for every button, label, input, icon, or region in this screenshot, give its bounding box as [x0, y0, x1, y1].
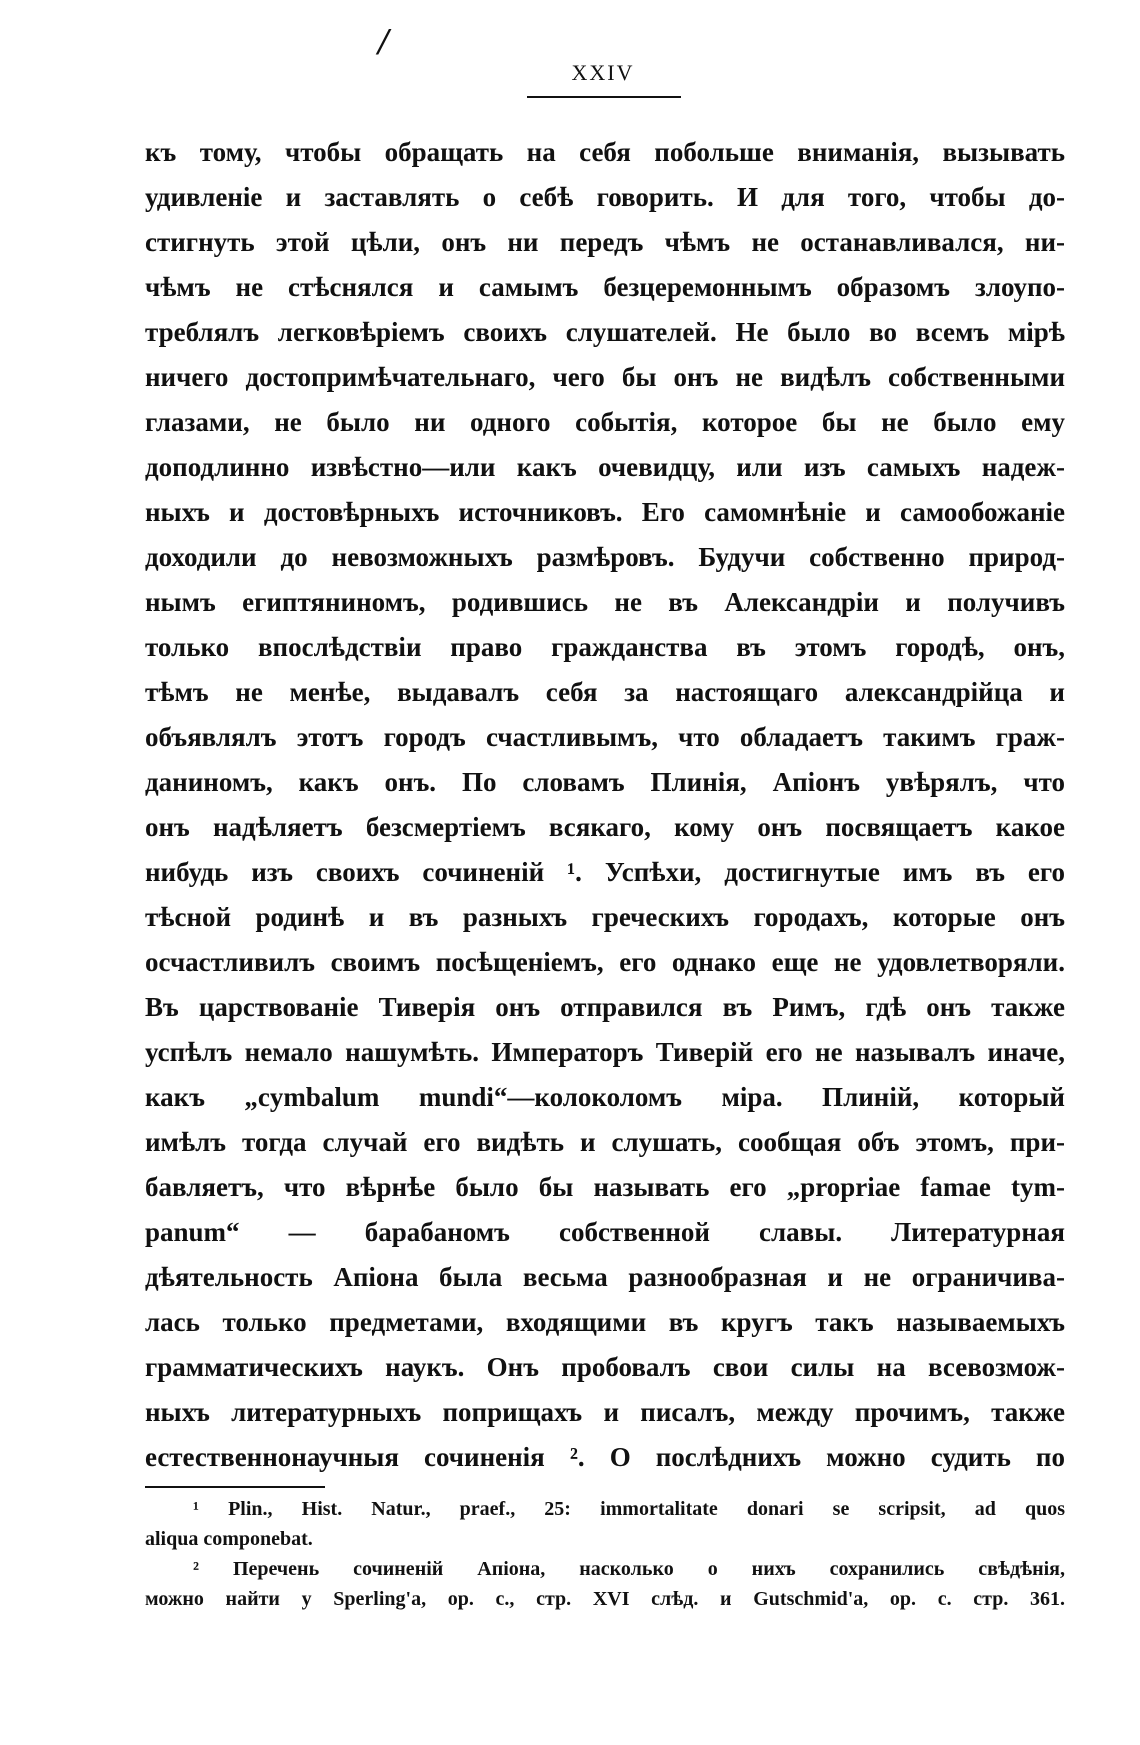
text-line: дѣятельность Апіона была весьма разнообразная и не ограничива- — [145, 1262, 1065, 1292]
text-line: къ тому, чтобы обращать на себя побольше вниманія, вызывать — [145, 137, 1065, 167]
text-line: даниномъ, какъ онъ. По словамъ Плинія, Апіонъ увѣрялъ, что — [145, 767, 1065, 797]
text-line: лась только предметами, входящими въ кругъ такъ называемыхъ — [145, 1307, 1065, 1337]
page-number: XXIV — [571, 60, 635, 85]
footnote-2-cont: можно найти у Sperling'a, op. c., стр. XVI слѣд. и Gutschmid'a, op. c. стр. 361. — [145, 1588, 1065, 1610]
text-line: ныхъ и достовѣрныхъ источниковъ. Его самомнѣніе и самообожаніе — [145, 497, 1065, 527]
text-line: ныхъ литературныхъ поприщахъ и писалъ, между прочимъ, также — [145, 1397, 1065, 1427]
text-line: какъ „cymbalum mundi“—колоколомъ міра. Плиній, который — [145, 1082, 1065, 1112]
text-line: доподлинно извѣстно—или какъ очевидцу, или изъ самыхъ надеж- — [145, 452, 1065, 482]
text-line: ничего достопримѣчательнаго, чего бы онъ не видѣлъ собственными — [145, 362, 1065, 392]
stray-ink-mark: / — [378, 21, 389, 63]
footnote-2: ² Перечень сочиненій Апіона, насколько о нихъ сохранились свѣдѣнія, — [193, 1558, 1065, 1580]
text-line: тѣсной родинѣ и въ разныхъ греческихъ городахъ, которые онъ — [145, 902, 1065, 932]
text-line: тѣмъ не менѣе, выдавалъ себя за настоящаго александрійца и — [145, 677, 1065, 707]
text-line: грамматическихъ наукъ. Онъ пробовалъ свои силы на всевозмож- — [145, 1352, 1065, 1382]
footnote-rule — [145, 1486, 325, 1488]
text-line: глазами, не было ни одного событія, которое бы не было ему — [145, 407, 1065, 437]
text-line: удивленіе и заставлять о себѣ говорить. И для того, чтобы до- — [145, 182, 1065, 212]
footnote-1-cont: aliqua componebat. — [145, 1528, 313, 1550]
footnote-1: ¹ Plin., Hist. Natur., praef., 25: immortalitate donari se scripsit, ad quos — [193, 1498, 1065, 1520]
text-line: осчастливилъ своимъ посѣщеніемъ, его однако еще не удовлетворяли. — [145, 947, 1065, 977]
text-line: успѣлъ немало нашумѣть. Императоръ Тиверій его не называлъ иначе, — [145, 1037, 1065, 1067]
body-text — [145, 130, 1065, 1480]
text-line: Въ царствованіе Тиверія онъ отправился въ Римъ, гдѣ онъ также — [145, 992, 1065, 1022]
text-line: бавляетъ, что вѣрнѣе было бы называть его „propriae famae tym- — [145, 1172, 1065, 1202]
text-line: онъ надѣляетъ безсмертіемъ всякаго, кому онъ посвящаетъ какое — [145, 812, 1065, 842]
text-line: объявлялъ этотъ городъ счастливымъ, что обладаетъ такимъ граж- — [145, 722, 1065, 752]
text-line: имѣлъ тогда случай его видѣть и слушать, сообщая объ этомъ, при- — [145, 1127, 1065, 1157]
header-rule — [527, 96, 681, 98]
text-line: треблялъ легковѣріемъ своихъ слушателей. Не было во всемъ мірѣ — [145, 317, 1065, 347]
text-line: panum“ — барабаномъ собственной славы. Литературная — [145, 1217, 1065, 1247]
text-line: только впослѣдствіи право гражданства въ этомъ городѣ, онъ, — [145, 632, 1065, 662]
text-line: доходили до невозможныхъ размѣровъ. Будучи собственно природ- — [145, 542, 1065, 572]
text-line: нымъ египтяниномъ, родившись не въ Александріи и получивъ — [145, 587, 1065, 617]
footnotes — [145, 1494, 1065, 1614]
text-line: стигнуть этой цѣли, онъ ни передъ чѣмъ не останавливался, ни- — [145, 227, 1065, 257]
text-line: нибудь изъ своихъ сочиненій ¹. Успѣхи, достигнутые имъ въ его — [145, 857, 1065, 887]
text-line: чѣмъ не стѣснялся и самымъ безцеремоннымъ образомъ злоупо- — [145, 272, 1065, 302]
text-line: естественнонаучныя сочиненія ². О послѣднихъ можно судить по — [145, 1442, 1065, 1472]
